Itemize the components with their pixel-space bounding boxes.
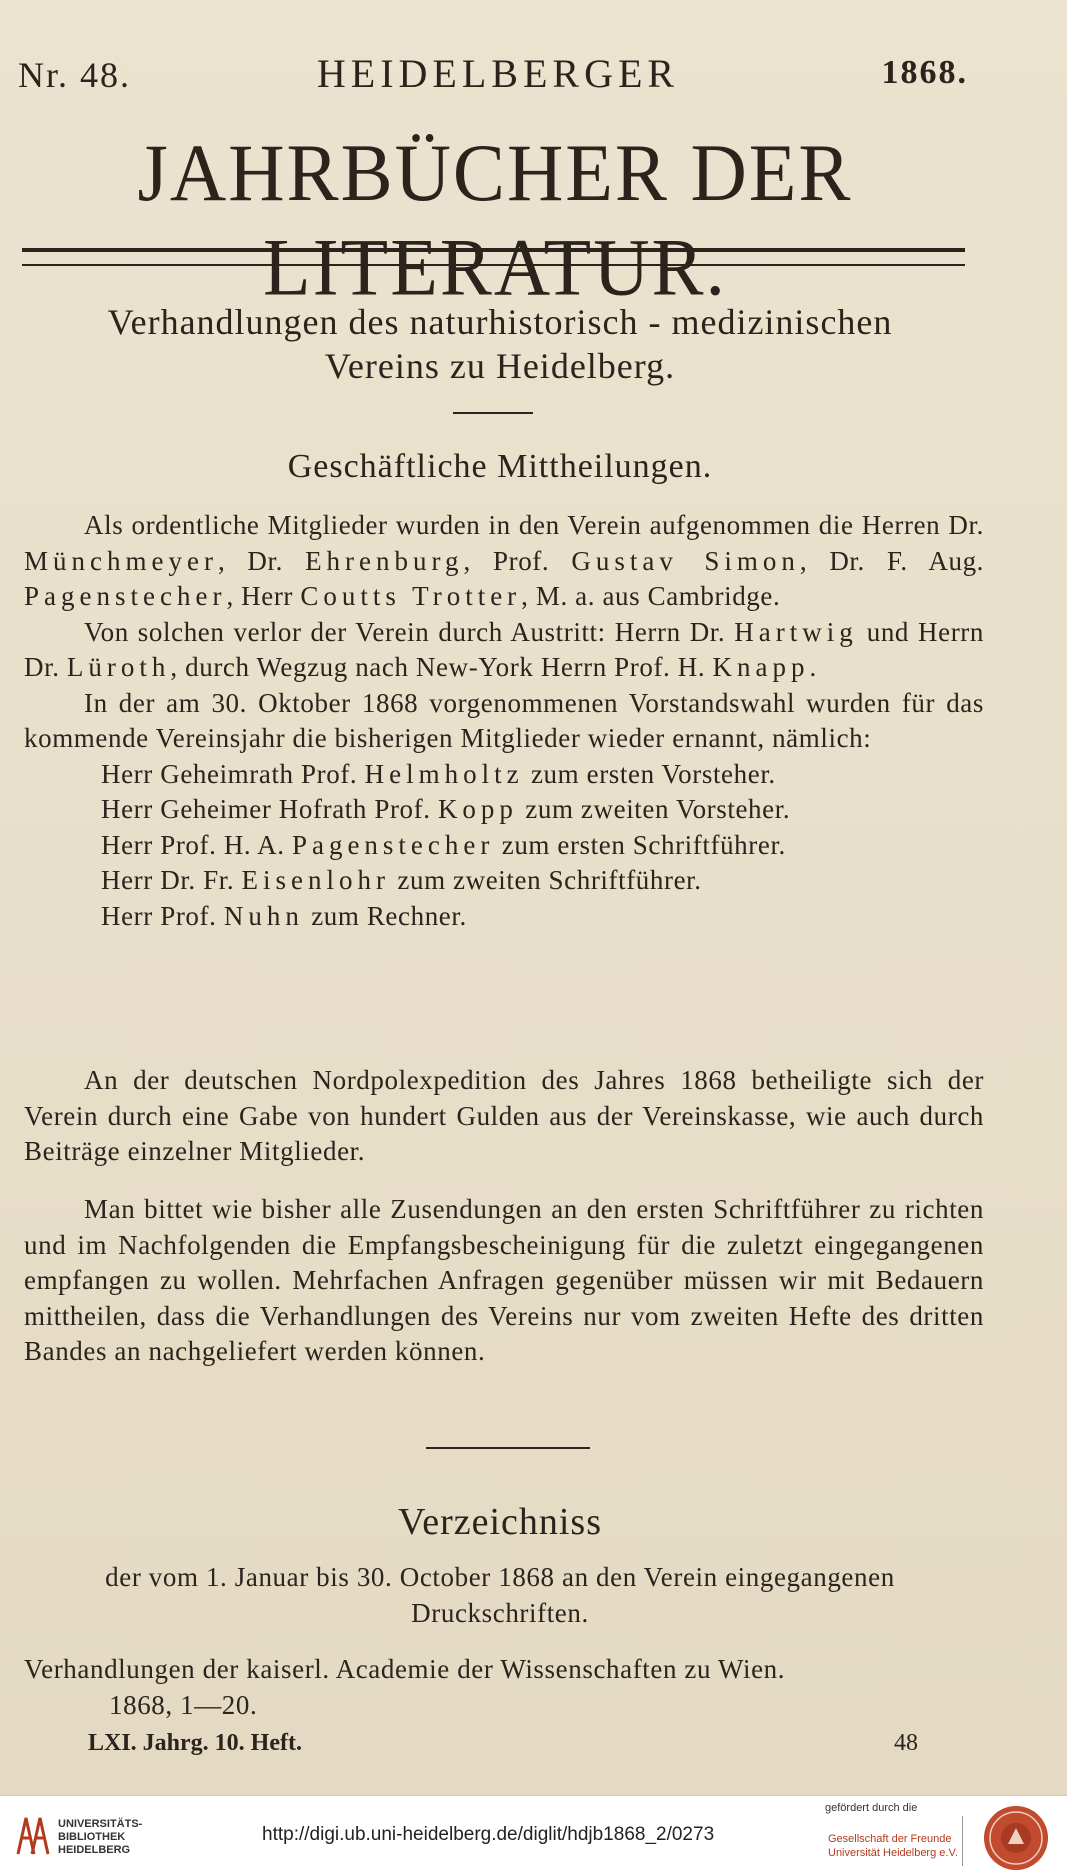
divider bbox=[962, 1816, 963, 1866]
section-heading: Geschäftliche Mittheilungen. bbox=[287, 448, 713, 485]
header-title: HEIDELBERGER bbox=[316, 51, 680, 96]
list-entry bbox=[24, 1652, 984, 1723]
article-title bbox=[0, 300, 1000, 388]
issue-number: Nr. 48. bbox=[18, 55, 131, 95]
body-block-2 bbox=[24, 1063, 984, 1170]
paragraph-members: Als ordentliche Mitglieder wurden in den Verein aufgenommen die Herren Dr. Münchmeyer, Dr. Ehrenburg, Prof. Gustav Simon, Dr. F. Aug. Pagenstecher, Herr Coutts Trotter, M. a. aus Cambridge. bbox=[24, 510, 985, 611]
article-title-line1: Verhandlungen des naturhistorisch - medizinischen bbox=[107, 302, 893, 342]
paragraph-request: Man bittet wie bisher alle Zusendungen an den ersten Schriftführer zu richten und im Nachfolgenden die Empfangsbescheinigung für die zuletzt eingegangenen empfangen zu wollen. Mehrfachen Anfragen gegenüber müssen wir mit Bedauern mittheilen, dass die Verhandlungen des Vereins nur vom zweiten Hefte des dritten Bandes an nachgeliefert werden können. bbox=[24, 1194, 984, 1366]
sponsor-link[interactable]: Gesellschaft der Freunde Universität Heidelberg e.V. bbox=[828, 1833, 958, 1859]
university-seal-icon bbox=[982, 1804, 1050, 1872]
entry-line1: Verhandlungen der kaiserl. Academie der Wissenschaften zu Wien. bbox=[24, 1654, 786, 1684]
library-footer-bar bbox=[0, 1795, 1067, 1875]
article-title-line2: Vereins zu Heidelberg. bbox=[324, 346, 676, 386]
list-item: Herr Geheimrath Prof. Helmholtz zum ersten Vorsteher. bbox=[101, 758, 776, 789]
list-subheading: der vom 1. Januar bis 30. October 1868 an den Verein eingegangenen Druckschriften. bbox=[105, 1562, 895, 1628]
masthead-rule bbox=[22, 248, 965, 266]
library-logo-icon[interactable] bbox=[14, 1814, 50, 1858]
running-header bbox=[18, 50, 978, 100]
divider bbox=[426, 1447, 590, 1449]
paragraph-expedition: An der deutschen Nordpolexpedition des Jahres 1868 betheiligte sich der Verein durch eine Gabe von hundert Gulden aus der Vereinskasse, wie auch durch Beiträge einzelner Mitglieder. bbox=[24, 1065, 984, 1166]
divider bbox=[453, 412, 533, 414]
body-block-3 bbox=[24, 1192, 984, 1370]
sponsor-label: gefördert durch die bbox=[825, 1802, 918, 1814]
body-block-1 bbox=[24, 508, 984, 934]
permalink[interactable]: http://digi.ub.uni-heidelberg.de/diglit/hdjb1868_2/0273 bbox=[262, 1824, 715, 1845]
list-heading: Verzeichniss bbox=[397, 1501, 603, 1543]
list-item: Herr Prof. Nuhn zum Rechner. bbox=[101, 900, 467, 931]
entry-line2: 1868, 1—20. bbox=[109, 1689, 258, 1720]
list-item: Herr Prof. H. A. Pagenstecher zum ersten Schriftführer. bbox=[101, 829, 786, 860]
list-item: Herr Geheimer Hofrath Prof. Kopp zum zweiten Vorsteher. bbox=[101, 794, 791, 824]
list-item: Herr Dr. Fr. Eisenlohr zum zweiten Schriftführer. bbox=[101, 865, 702, 895]
paragraph-departures: Von solchen verlor der Verein durch Austritt: Herrn Dr. Hartwig und Herrn Dr. Lüroth, durch Wegzug nach New-York Herrn Prof. H. Knapp. bbox=[24, 616, 984, 682]
volume-info: LXI. Jahrg. 10. Heft. bbox=[88, 1730, 302, 1756]
paragraph-election: In der am 30. Oktober 1868 vorgenommenen Vorstandswahl wurden für das kommende Vereinsjahr die bisherigen Mitglieder wieder ernannt, nämlich: bbox=[24, 687, 984, 753]
officer-list bbox=[24, 757, 984, 935]
page-number: 48 bbox=[894, 1730, 918, 1756]
header-year: 1868. bbox=[881, 54, 968, 91]
masthead: JAHRBÜCHER DER LITERATUR. bbox=[137, 126, 853, 313]
library-name: UNIVERSITÄTS- BIBLIOTHEK HEIDELBERG bbox=[58, 1818, 143, 1856]
